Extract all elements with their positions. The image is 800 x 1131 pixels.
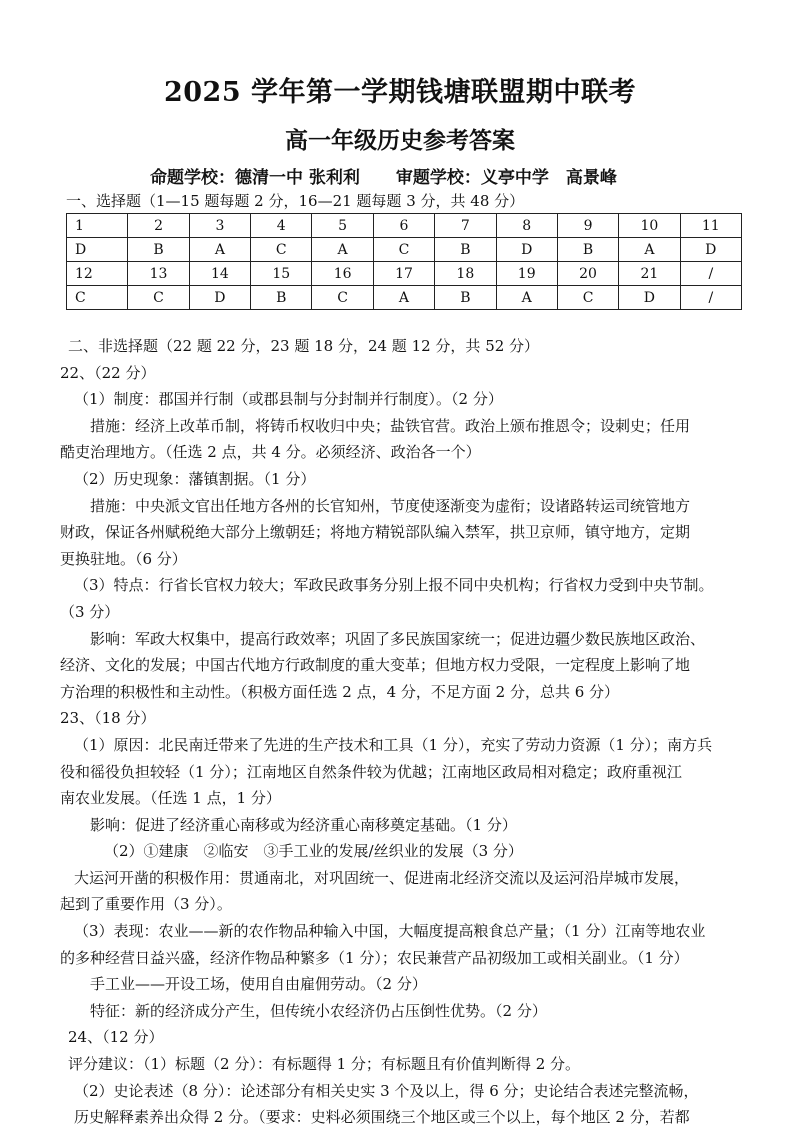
reviewer-school: 审题学校：义亭中学 高景峰	[395, 168, 617, 188]
answer-key-table	[66, 213, 742, 310]
text-line: （3）表现：农业——新的农作物品种输入中国，大幅度提高粮食总产量；（1 分）江南等地农业	[74, 922, 706, 941]
table-cell: D	[67, 238, 128, 262]
table-row	[67, 262, 742, 286]
text-line: 手工业——开设工场，使用自由雇佣劳动。（2 分）	[90, 975, 427, 994]
table-cell: 12	[67, 262, 128, 286]
table-cell: 8	[496, 214, 557, 238]
text-line: 大运河开凿的积极作用：贯通南北，对巩固统一、促进南北经济交流以及运河沿岸城市发展，	[74, 868, 690, 887]
text-line: （2）历史现象：藩镇割据。（1 分）	[74, 469, 316, 488]
table-cell: B	[251, 286, 312, 310]
table-cell: A	[312, 238, 373, 262]
question-24-heading: 24、（12 分）	[68, 1028, 164, 1047]
text-line: （3）特点：行省长官权力较大；军政民政事务分别上报不同中央机构；行省权力受到中央节制。	[74, 576, 714, 595]
text-line: 影响：军政大权集中，提高行政效率；巩固了多民族国家统一；促进边疆少数民族地区政治、	[90, 629, 706, 648]
table-cell: /	[680, 286, 741, 310]
question-23-heading: 23、（18 分）	[60, 709, 156, 728]
table-cell: D	[619, 286, 680, 310]
table-cell: 16	[312, 262, 373, 286]
table-cell: 2	[128, 214, 189, 238]
table-cell: /	[680, 262, 741, 286]
text-line: 起到了重要作用（3 分）。	[60, 895, 232, 914]
text-line: （1）制度：郡国并行制（或郡县制与分封制并行制度）。（2 分）	[74, 390, 503, 409]
text-line: 的多种经营日益兴盛，经济作物品种繁多（1 分）；农民兼营产品初级加工或相关副业。（1 分）	[60, 948, 689, 967]
table-cell: 10	[619, 214, 680, 238]
table-cell: C	[251, 238, 312, 262]
text-line: 南农业发展。（任选 1 点，1 分）	[60, 789, 281, 808]
text-line: （2）①建康 ②临安 ③手工业的发展/丝织业的发展（3 分）	[104, 842, 523, 861]
document-subtitle: 高一年级历史参考答案	[285, 127, 515, 154]
table-cell: 19	[496, 262, 557, 286]
table-cell: B	[435, 238, 496, 262]
table-row	[67, 238, 742, 262]
table-cell: 5	[312, 214, 373, 238]
table-cell: 7	[435, 214, 496, 238]
section-2-body	[60, 333, 750, 1131]
author-line	[150, 163, 617, 188]
table-cell: 6	[373, 214, 434, 238]
text-line: 更换驻地。（6 分）	[60, 549, 187, 568]
table-cell: 20	[557, 262, 618, 286]
table-cell: D	[189, 286, 250, 310]
section-2-heading: 二、非选择题（22 题 22 分，23 题 18 分，24 题 12 分，共 52 分）	[68, 337, 540, 355]
table-cell: 14	[189, 262, 250, 286]
text-line: 历史解释素养出众得 2 分。（要求：史料必须围绕三个地区或三个以上，每个地区 2 分，若都	[74, 1108, 690, 1127]
table-cell: A	[189, 238, 250, 262]
table-row	[67, 286, 742, 310]
table-cell: B	[128, 238, 189, 262]
table-cell: 18	[435, 262, 496, 286]
table-cell: C	[67, 286, 128, 310]
table-cell: 1	[67, 214, 128, 238]
question-22-heading: 22、（22 分）	[60, 363, 156, 382]
text-line: 经济、文化的发展；中国古代地方行政制度的重大变革；但地方权力受限，一定程度上影响了地	[60, 656, 691, 675]
table-cell: 11	[680, 214, 741, 238]
text-line: 措施：中央派文官出任地方各州的长官知州，节度使逐渐变为虚衔；设诸路转运司统管地方	[90, 496, 691, 515]
text-line: 影响：促进了经济重心南移或为经济重心南移奠定基础。（1 分）	[90, 815, 517, 834]
text-line: （2）史论表述（8 分）：论述部分有相关史实 3 个及以上，得 6 分；史论结合表述完整流畅，	[74, 1081, 699, 1100]
table-cell: A	[619, 238, 680, 262]
text-line: （3 分）	[60, 602, 120, 621]
table-cell: 21	[619, 262, 680, 286]
text-line: 特征：新的经济成分产生，但传统小农经济仍占压倒性优势。（2 分）	[90, 1001, 547, 1020]
text-line: 财政，保证各州赋税绝大部分上缴朝廷；将地方精锐部队编入禁军，拱卫京师，镇守地方，定期	[60, 523, 691, 542]
table-cell: C	[373, 238, 434, 262]
table-cell: C	[128, 286, 189, 310]
table-cell: D	[680, 238, 741, 262]
table-cell: A	[496, 286, 557, 310]
table-cell: A	[373, 286, 434, 310]
table-cell: 4	[251, 214, 312, 238]
table-row	[67, 214, 742, 238]
text-line: （1）原因：北民南迁带来了先进的生产技术和工具（1 分），充实了劳动力资源（1 分）；南方兵	[74, 735, 713, 754]
setter-school: 命题学校：德清一中 张利利	[150, 168, 360, 188]
document-title: 2025 学年第一学期钱塘联盟期中联考	[163, 77, 637, 108]
table-cell: B	[435, 286, 496, 310]
table-cell: 9	[557, 214, 618, 238]
table-cell: D	[496, 238, 557, 262]
table-cell: C	[312, 286, 373, 310]
table-cell: 13	[128, 262, 189, 286]
section-1-heading: 一、选择题（1—15 题每题 2 分，16—21 题每题 3 分，共 48 分）	[66, 192, 525, 210]
text-line: 措施：经济上改革币制，将铸币权收归中央；盐铁官营。政治上颁布推恩令；设刺史；任用	[90, 416, 691, 435]
text-line: 评分建议：（1）标题（2 分）：有标题得 1 分；有标题且有价值判断得 2 分。	[68, 1055, 581, 1074]
table-cell: 15	[251, 262, 312, 286]
text-line: 役和徭役负担较轻（1 分）；江南地区自然条件较为优越；江南地区政局相对稳定；政府重视江	[60, 762, 682, 781]
text-line: 酷吏治理地方。（任选 2 点，共 4 分。必须经济、政治各一个）	[60, 443, 481, 462]
table-cell: 3	[189, 214, 250, 238]
table-cell: 17	[373, 262, 434, 286]
table-cell: C	[557, 286, 618, 310]
text-line: 方治理的积极性和主动性。（积极方面任选 2 点，4 分，不足方面 2 分，总共 6 分）	[60, 682, 620, 701]
table-cell: B	[557, 238, 618, 262]
